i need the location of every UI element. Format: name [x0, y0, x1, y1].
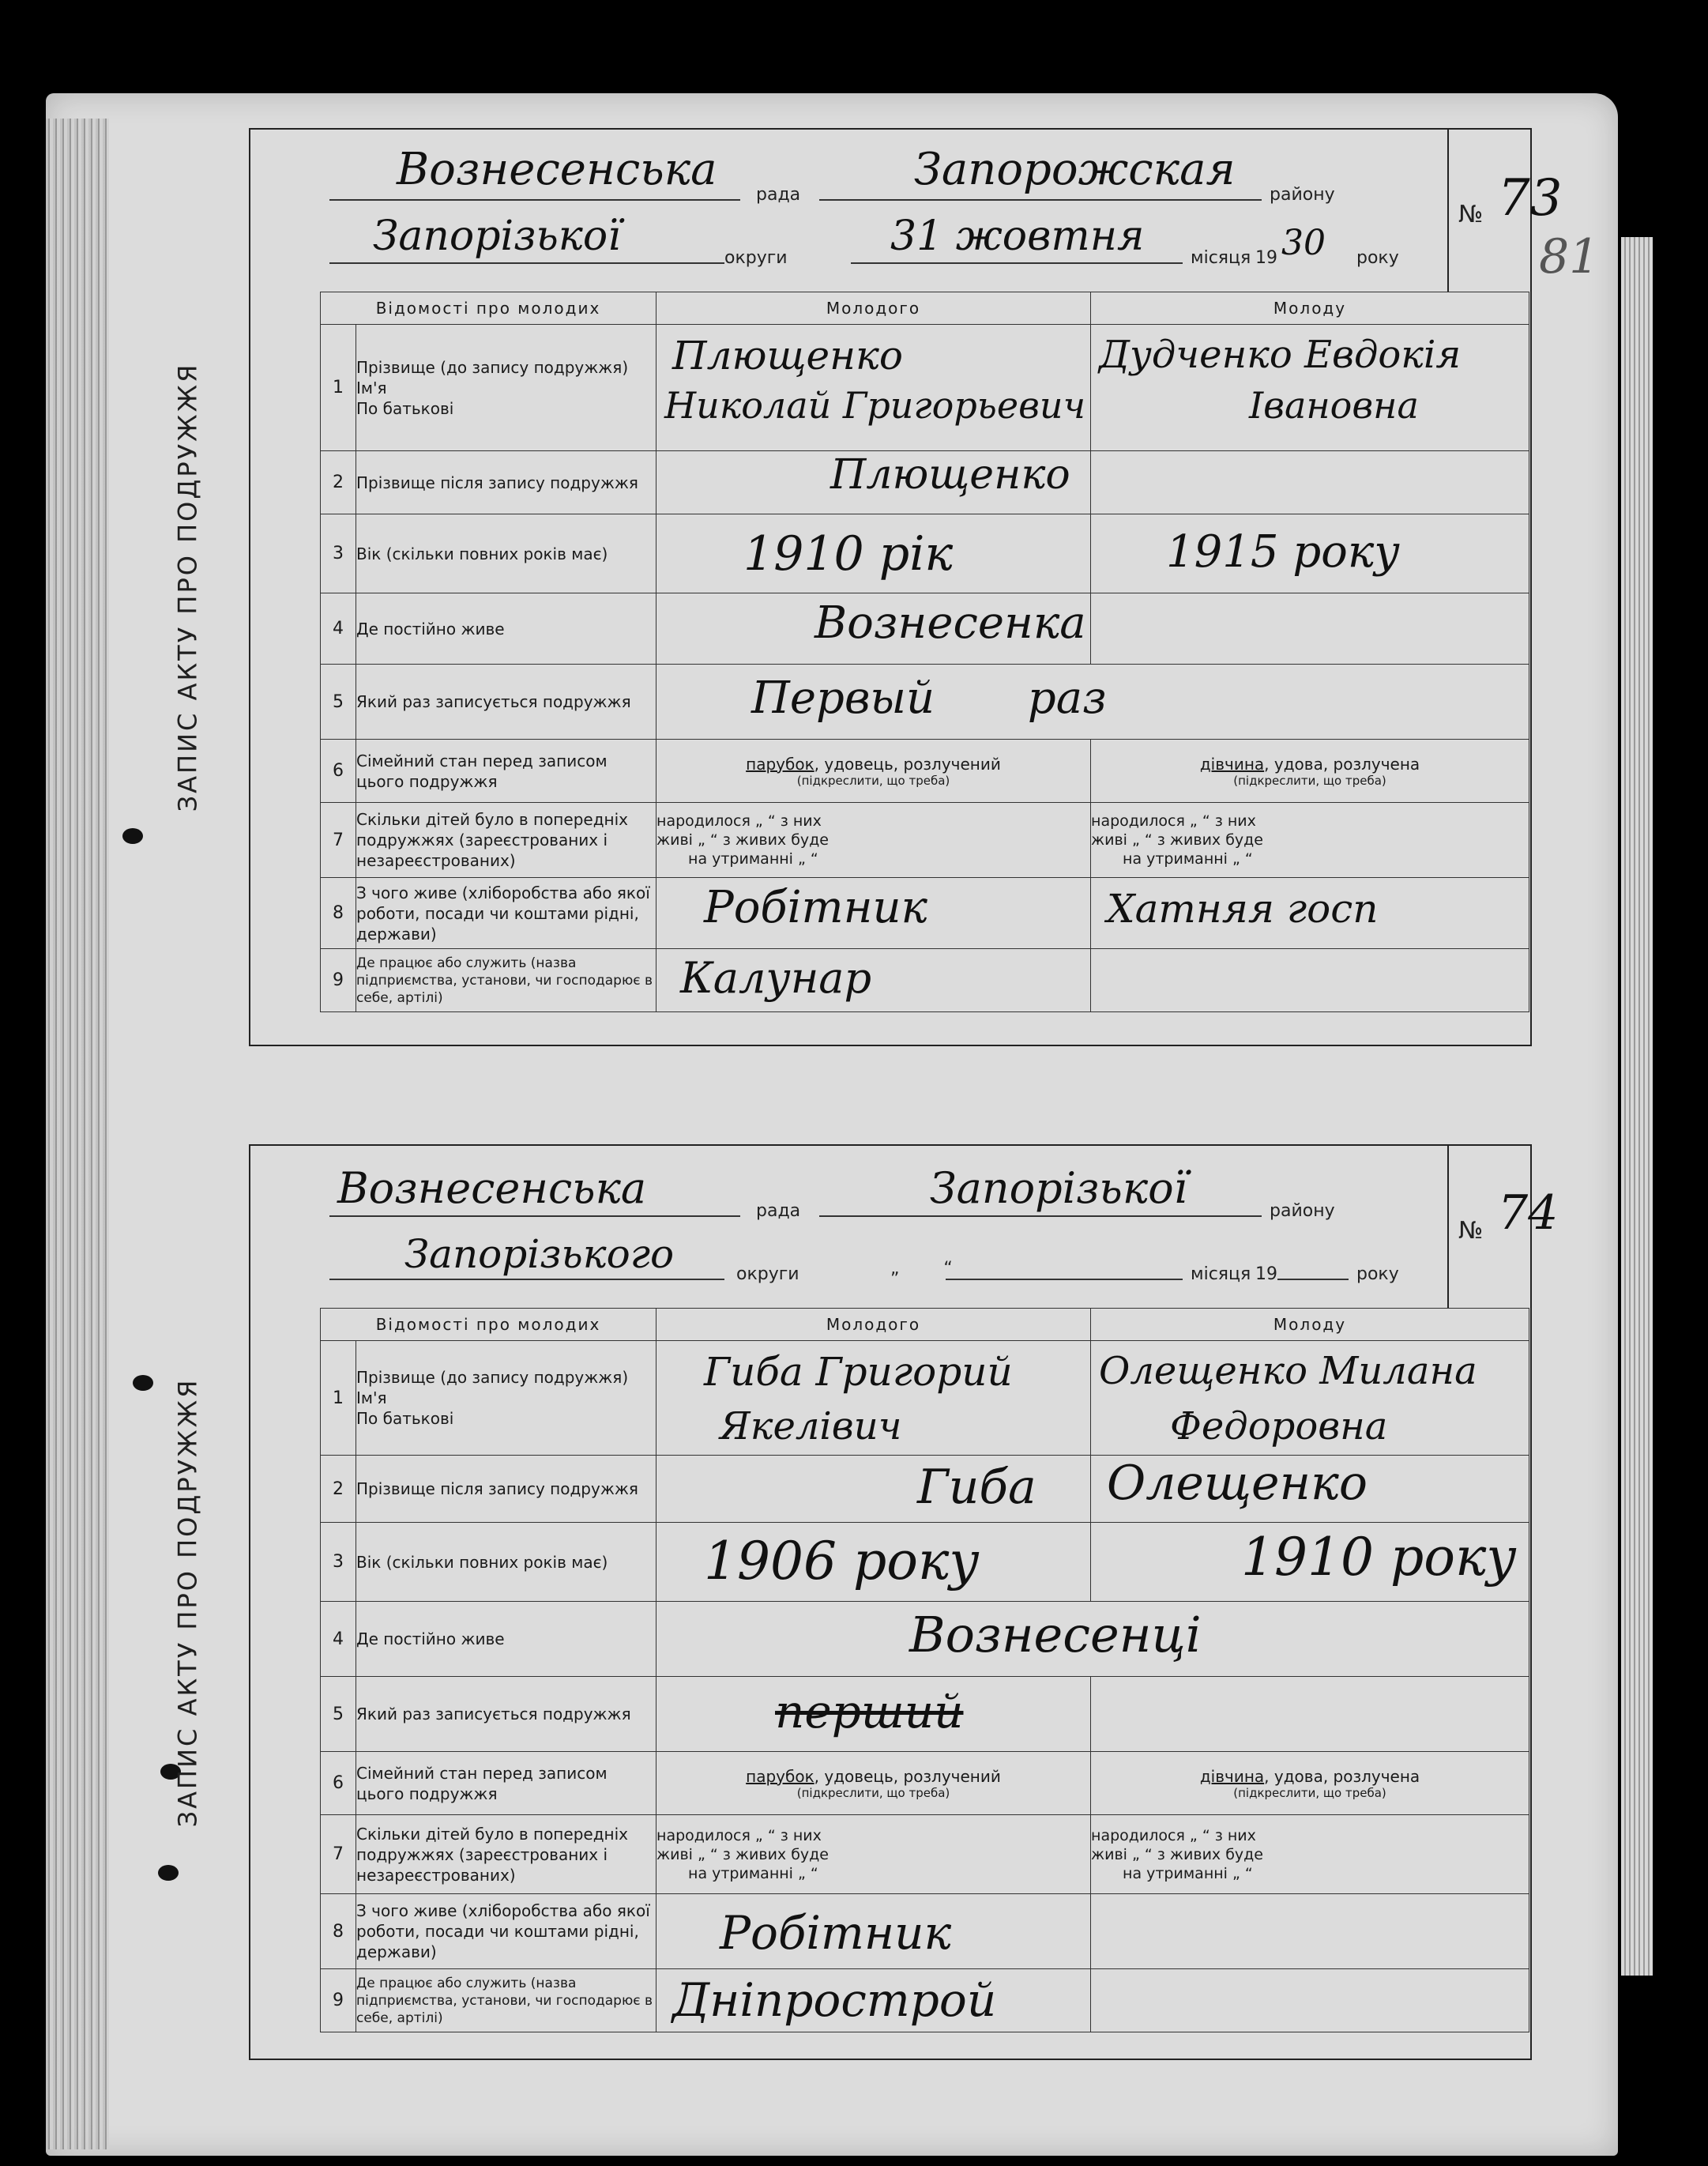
record-number-box	[1447, 130, 1563, 292]
table-row: 7 Скільки дітей було в попередніх подружжях (зареєстрованих і незареєстрованих) народилося „ “ з них живі „ “ з живих буде на утриманні „ “ народилося „ “ з них живі „ “ з живих буде на утриманні „ “	[321, 1815, 1529, 1894]
okrug-label: округи	[736, 1264, 799, 1284]
bride-status-options: дівчина, удова, розлучена (підкреслити, що треба)	[1091, 740, 1529, 803]
rayon-value: Запорізької	[930, 1163, 1187, 1213]
table-row: 6 Сімейний стан перед записом цього подружжя парубок, удовець, розлучений (підкреслити, що треба) дівчина, удова, розлучена (підкреслити, що треба)	[321, 1752, 1529, 1815]
year-label: року	[1356, 248, 1399, 268]
table-row: 6 Сімейний стан перед записом цього подружжя парубок, удовець, розлучений (підкреслити, що треба) дівчина, удова, розлучена (підкреслити, що треба)	[321, 740, 1529, 803]
bride-surname-name: Олещенко Милана	[1099, 1349, 1477, 1393]
groom-surname-after: Гиба	[917, 1460, 1036, 1515]
field-label: Де працює або служить (назва підприємства, установи, чи господарює в себе, артілі)	[356, 1969, 656, 2032]
record-side-label: ЗАПИС АКТУ ПРО ПОДРУЖЖЯ	[172, 362, 202, 812]
table-row: 9 Де працює або служить (назва підприємства, установи, чи господарює в себе, артілі) Дніпрострой	[321, 1969, 1529, 2032]
table-row: 2 Прізвище після запису подружжя Плющенко	[321, 451, 1529, 514]
groom-living: Робітник	[720, 1906, 952, 1960]
record-table	[320, 1308, 1529, 2032]
date-value: 31 жовтня	[890, 213, 1145, 260]
col-header-info: Відомості про молодих	[321, 1309, 656, 1341]
groom-children: народилося „ “ з них живі „ “ з живих буде на утриманні „ “	[656, 803, 1091, 878]
rada-value: Вознесенська	[397, 144, 717, 195]
number-sign: №	[1458, 201, 1484, 228]
record-number: 73	[1498, 169, 1563, 228]
year-value: 30	[1281, 223, 1326, 263]
field-label: Де постійно живе	[356, 593, 656, 665]
bride-status-options: дівчина, удова, розлучена (підкреслити, що треба)	[1091, 1752, 1529, 1815]
marriage-times: Первый раз	[751, 672, 1107, 724]
page-edges	[1621, 237, 1653, 1976]
col-header-info: Відомості про молодих	[321, 292, 656, 325]
margin-page-number: 81	[1539, 229, 1600, 284]
groom-age: 1910 рік	[743, 526, 954, 582]
field-label: Який раз записується подружжя	[356, 1677, 656, 1752]
groom-surname-after: Плющенко	[830, 451, 1070, 499]
record-number: 74	[1498, 1185, 1559, 1241]
groom-surname-name: Гиба Григорий	[704, 1349, 1013, 1395]
field-label: Де працює або служить (назва підприємства, установи, чи господарює в себе, артілі)	[356, 949, 656, 1012]
rayon-label: району	[1270, 1201, 1335, 1221]
table-row: 2 Прізвище після запису подружжя Гиба Олещенко	[321, 1456, 1529, 1523]
table-row: 7 Скільки дітей було в попередніх подружжях (зареєстрованих і незареєстрованих) народилося „ “ з них живі „ “ з живих буде на утриманні „ “ народилося „ “ з них живі „ “ з живих буде на утриманні „ “	[321, 803, 1529, 878]
year-label: року	[1356, 1264, 1399, 1284]
marriage-times: перший	[775, 1685, 964, 1738]
table-row: 1 Прізвище (до запису подружжя) Ім'я По батькові Плющенко Николай Григорьевич Дудченко Евдокія Івановна	[321, 325, 1529, 451]
marriage-record-74	[172, 1144, 1559, 2060]
table-row: 1 Прізвище (до запису подружжя) Ім'я По батькові Гиба Григорий Якелівич Олещенко Милана Федоровна	[321, 1341, 1529, 1456]
groom-living: Робітник	[704, 882, 927, 933]
field-label: Вік (скільки повних років має)	[356, 514, 656, 593]
rayon-value: Запорожская	[914, 144, 1236, 195]
field-label: З чого живе (хліборобства або якої роботи, посади чи коштами рідні, держави)	[356, 1894, 656, 1969]
bride-children: народилося „ “ з них живі „ “ з живих буде на утриманні „ “	[1091, 803, 1529, 878]
year-prefix: 19	[1255, 1264, 1277, 1284]
rada-label: рада	[756, 185, 801, 205]
groom-residence: Вознесенка	[814, 597, 1086, 649]
table-row: 4 Де постійно живе Вознесенка	[321, 593, 1529, 665]
field-label: Прізвище після запису подружжя	[356, 1456, 656, 1523]
groom-name: Николай Григорьевич	[664, 384, 1086, 427]
field-label: Прізвище після запису подружжя	[356, 451, 656, 514]
field-label: Сімейний стан перед записом цього подружжя	[356, 740, 656, 803]
binding-hole	[133, 1375, 153, 1391]
bride-surname-after: Олещенко	[1107, 1456, 1368, 1511]
groom-patronymic: Якелівич	[720, 1404, 902, 1448]
record-table	[320, 292, 1529, 1012]
month-label: місяця	[1191, 248, 1251, 268]
rada-label: рада	[756, 1201, 801, 1221]
groom-status-options: парубок, удовець, розлучений (підкреслити, що треба)	[656, 1752, 1091, 1815]
table-row: 4 Де постійно живе Вознесенці	[321, 1602, 1529, 1677]
table-row: 9 Де працює або служить (назва підприємства, установи, чи господарює в себе, артілі) Калунар	[321, 949, 1529, 1012]
groom-age: 1906 року	[704, 1531, 980, 1592]
col-header-groom: Молодого	[656, 1309, 1091, 1341]
col-header-bride: Молоду	[1091, 1309, 1529, 1341]
table-row: 8 З чого живе (хліборобства або якої роботи, посади чи коштами рідні, держави) Робітник	[321, 1894, 1529, 1969]
field-label: Скільки дітей було в попередніх подружжях (зареєстрованих і незареєстрованих)	[356, 803, 656, 878]
record-header	[250, 130, 1566, 292]
binding-spine	[46, 119, 109, 2149]
record-side-label: ЗАПИС АКТУ ПРО ПОДРУЖЖЯ	[172, 1377, 202, 1827]
bride-patronymic: Федоровна	[1170, 1404, 1388, 1448]
month-label: місяця	[1191, 1264, 1251, 1284]
rayon-label: району	[1270, 185, 1335, 205]
field-label: Прізвище (до запису подружжя) Ім'я По батькові	[356, 325, 656, 451]
field-label: Прізвище (до запису подружжя) Ім'я По батькові	[356, 1341, 656, 1456]
okrug-value: Запорізької	[373, 213, 621, 260]
marriage-record-73	[172, 128, 1563, 1046]
field-label: Скільки дітей було в попередніх подружжях (зареєстрованих і незареєстрованих)	[356, 1815, 656, 1894]
field-label: З чого живе (хліборобства або якої роботи, посади чи коштами рідні, держави)	[356, 878, 656, 949]
record-header: Вознесенська рада Запорізької району Запорізького округи „ “ місяця 19 року № 74	[250, 1146, 1566, 1308]
bride-age: 1910 року	[1241, 1527, 1517, 1588]
groom-children: народилося „ “ з них живі „ “ з живих буде на утриманні „ “	[656, 1815, 1091, 1894]
field-label: Де постійно живе	[356, 1602, 656, 1677]
field-label: Вік (скільки повних років має)	[356, 1523, 656, 1602]
table-row: 3 Вік (скільки повних років має) 1910 рік 1915 року	[321, 514, 1529, 593]
table-row: 5 Який раз записується подружжя Первый раз	[321, 665, 1529, 740]
field-label: Сімейний стан перед записом цього подружжя	[356, 1752, 656, 1815]
table-row: 3 Вік (скільки повних років має) 1906 року 1910 року	[321, 1523, 1529, 1602]
bride-patronymic: Івановна	[1249, 384, 1419, 427]
bride-surname-name: Дудченко Евдокія	[1099, 333, 1462, 377]
groom-residence: Вознесенці	[909, 1606, 1202, 1663]
bride-living: Хатняя госп	[1107, 886, 1379, 932]
groom-surname: Плющенко	[672, 333, 904, 379]
year-prefix: 19	[1255, 248, 1277, 268]
field-label: Який раз записується подружжя	[356, 665, 656, 740]
groom-work: Дніпрострой	[672, 1973, 997, 2027]
bride-age: 1915 року	[1166, 526, 1400, 578]
rada-value: Вознесенська	[337, 1163, 647, 1213]
groom-work: Калунар	[680, 953, 872, 1003]
col-header-bride: Молоду	[1091, 292, 1529, 325]
col-header-groom: Молодого	[656, 292, 1091, 325]
groom-status-options: парубок, удовець, розлучений (підкреслити, що треба)	[656, 740, 1091, 803]
number-sign: №	[1458, 1217, 1484, 1245]
table-row: 5 Який раз записується подружжя перший	[321, 1677, 1529, 1752]
binding-hole	[122, 828, 143, 844]
bride-children: народилося „ “ з них живі „ “ з живих буде на утриманні „ “	[1091, 1815, 1529, 1894]
table-row: 8 З чого живе (хліборобства або якої роботи, посади чи коштами рідні, держави) Робітник Хатняя госп	[321, 878, 1529, 949]
okrug-value: Запорізького	[404, 1231, 675, 1277]
okrug-label: округи	[724, 248, 788, 268]
record-number-box	[1447, 1146, 1559, 1308]
